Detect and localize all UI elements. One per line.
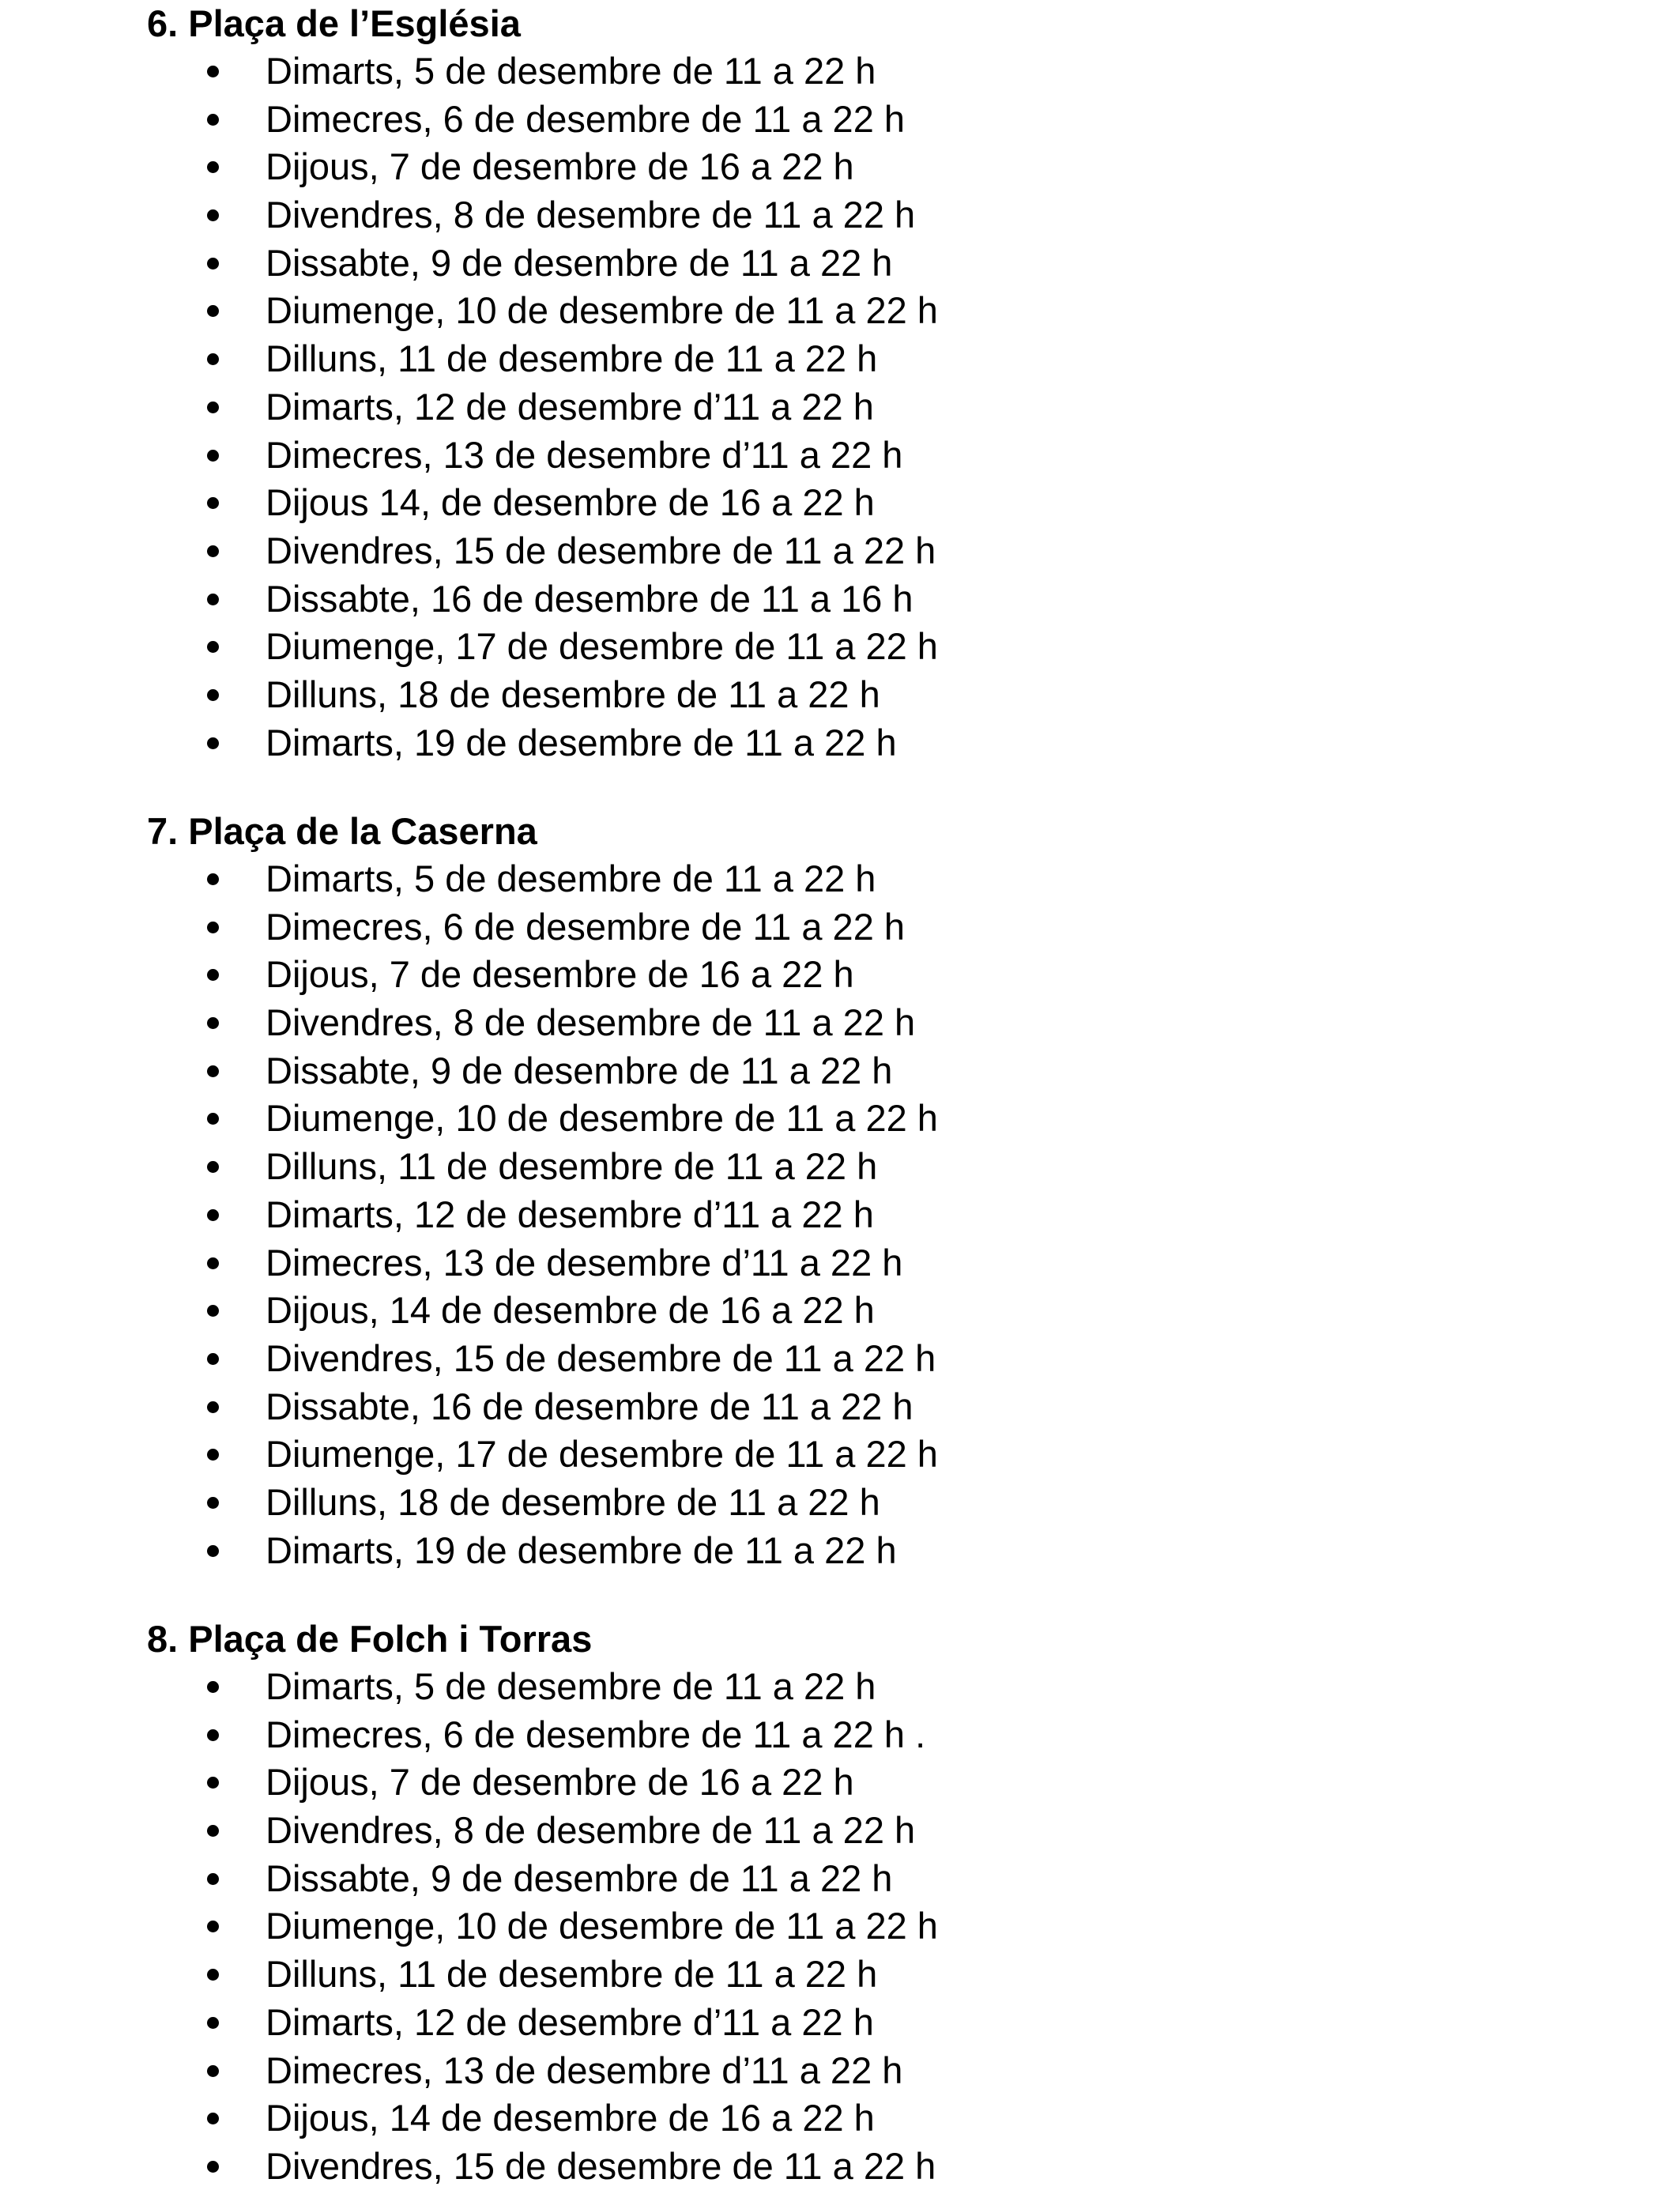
bullet-icon bbox=[207, 641, 219, 653]
list-item-text: Dijous, 7 de desembre de 16 a 22 h bbox=[266, 953, 854, 996]
bullet-icon bbox=[207, 2065, 219, 2077]
list-item-text: Dilluns, 18 de desembre de 11 a 22 h bbox=[266, 673, 880, 715]
bullet-icon bbox=[207, 1449, 219, 1461]
list-item-text: Divendres, 15 de desembre de 11 a 22 h bbox=[266, 1336, 936, 1379]
list-item-text: Dilluns, 11 de desembre de 11 a 22 h bbox=[266, 1953, 878, 1996]
bullet-icon bbox=[207, 305, 219, 317]
list-item-text: Dimecres, 6 de desembre de 11 a 22 h bbox=[266, 905, 906, 948]
list-item-text: Dimecres, 6 de desembre de 11 a 22 h bbox=[266, 97, 906, 140]
list-item-text: Dimarts, 19 de desembre de 11 a 22 h bbox=[266, 1529, 897, 1571]
bullet-icon bbox=[207, 2161, 219, 2173]
bullet-icon bbox=[207, 161, 219, 173]
list-item-text: Dilluns, 18 de desembre de 11 a 22 h bbox=[266, 1480, 880, 1523]
bullet-icon bbox=[207, 1017, 219, 1029]
bullet-icon bbox=[207, 1969, 219, 1981]
bullet-icon bbox=[207, 1921, 219, 1932]
list-item-text: Dijous, 14 de desembre de 16 a 22 h bbox=[266, 2097, 875, 2139]
list-item-text: Dimarts, 12 de desembre d’11 a 22 h bbox=[266, 385, 874, 428]
bullet-icon bbox=[207, 1113, 219, 1125]
list-item-text: Dimecres, 13 de desembre d’11 a 22 h bbox=[266, 433, 903, 476]
list-item-text: Divendres, 8 de desembre de 11 a 22 h bbox=[266, 1001, 916, 1044]
list-item-text: Dimecres, 6 de desembre de 11 a 22 h . bbox=[266, 1713, 926, 1755]
list-item-text: Dimecres, 13 de desembre d’11 a 22 h bbox=[266, 2049, 903, 2091]
bullet-icon bbox=[207, 2017, 219, 2029]
section-heading: 8. Plaça de Folch i Torras bbox=[147, 1618, 593, 1660]
bullet-icon bbox=[207, 689, 219, 701]
bullet-icon bbox=[207, 1873, 219, 1885]
list-item-text: Dimarts, 5 de desembre de 11 a 22 h bbox=[266, 1665, 876, 1707]
bullet-icon bbox=[207, 545, 219, 557]
bullet-icon bbox=[207, 450, 219, 462]
bullet-icon bbox=[207, 1777, 219, 1789]
list-item-text: Diumenge, 17 de desembre de 11 a 22 h bbox=[266, 1433, 938, 1476]
bullet-icon bbox=[207, 1825, 219, 1837]
bullet-icon bbox=[207, 1257, 219, 1269]
list-item-text: Diumenge, 10 de desembre de 11 a 22 h bbox=[266, 1097, 938, 1140]
list-item-text: Dissabte, 9 de desembre de 11 a 22 h bbox=[266, 1857, 893, 1899]
bullet-icon bbox=[207, 1681, 219, 1693]
bullet-icon bbox=[207, 497, 219, 509]
list-item-text: Diumenge, 17 de desembre de 11 a 22 h bbox=[266, 625, 938, 668]
bullet-icon bbox=[207, 1729, 219, 1741]
list-item-text: Divendres, 8 de desembre de 11 a 22 h bbox=[266, 1809, 916, 1852]
bullet-icon bbox=[207, 114, 219, 126]
bullet-icon bbox=[207, 1497, 219, 1509]
bullet-icon bbox=[207, 922, 219, 933]
list-item-text: Dijous, 7 de desembre de 16 a 22 h bbox=[266, 1761, 854, 1804]
list-item-text: Dimarts, 12 de desembre d’11 a 22 h bbox=[266, 1193, 874, 1235]
bullet-icon bbox=[207, 1065, 219, 1077]
list-item-text: Dimarts, 12 de desembre d’11 a 22 h bbox=[266, 2000, 874, 2043]
bullet-icon bbox=[207, 258, 219, 270]
bullet-icon bbox=[207, 401, 219, 413]
bullet-icon bbox=[207, 353, 219, 365]
list-item-text: Dimarts, 19 de desembre de 11 a 22 h bbox=[266, 721, 897, 763]
section-heading: 7. Plaça de la Caserna bbox=[147, 810, 537, 852]
list-item-text: Dimecres, 13 de desembre d’11 a 22 h bbox=[266, 1241, 903, 1284]
bullet-icon bbox=[207, 737, 219, 749]
section-heading: 6. Plaça de l’Església bbox=[147, 2, 521, 44]
list-item-text: Divendres, 15 de desembre de 11 a 22 h bbox=[266, 2144, 936, 2187]
list-item-text: Diumenge, 10 de desembre de 11 a 22 h bbox=[266, 1905, 938, 1947]
bullet-icon bbox=[207, 2113, 219, 2124]
list-item-text: Divendres, 15 de desembre de 11 a 22 h bbox=[266, 529, 936, 571]
bullet-icon bbox=[207, 1401, 219, 1413]
list-item-text: Diumenge, 10 de desembre de 11 a 22 h bbox=[266, 289, 938, 332]
list-item-text: Dilluns, 11 de desembre de 11 a 22 h bbox=[266, 337, 878, 380]
list-item-text: Dijous 14, de desembre de 16 a 22 h bbox=[266, 481, 875, 524]
list-item-text: Dissabte, 16 de desembre de 11 a 16 h bbox=[266, 577, 913, 620]
bullet-icon bbox=[207, 66, 219, 77]
list-item-text: Dijous, 7 de desembre de 16 a 22 h bbox=[266, 145, 854, 188]
bullet-icon bbox=[207, 1161, 219, 1173]
list-item-text: Dijous, 14 de desembre de 16 a 22 h bbox=[266, 1289, 875, 1332]
bullet-icon bbox=[207, 1353, 219, 1365]
bullet-icon bbox=[207, 594, 219, 605]
bullet-icon bbox=[207, 1305, 219, 1317]
list-item-text: Dilluns, 11 de desembre de 11 a 22 h bbox=[266, 1145, 878, 1188]
list-item-text: Dimarts, 5 de desembre de 11 a 22 h bbox=[266, 858, 876, 899]
bullet-icon bbox=[207, 1545, 219, 1557]
bullet-icon bbox=[207, 873, 219, 885]
list-item-text: Divendres, 8 de desembre de 11 a 22 h bbox=[266, 194, 916, 236]
list-item-text: Dimarts, 5 de desembre de 11 a 22 h bbox=[266, 50, 876, 92]
bullet-icon bbox=[207, 1209, 219, 1221]
list-item-text: Dissabte, 9 de desembre de 11 a 22 h bbox=[266, 241, 893, 284]
list-item-text: Dissabte, 16 de desembre de 11 a 22 h bbox=[266, 1385, 913, 1427]
bullet-icon bbox=[207, 969, 219, 981]
bullet-icon bbox=[207, 209, 219, 221]
list-item-text: Dissabte, 9 de desembre de 11 a 22 h bbox=[266, 1049, 893, 1091]
